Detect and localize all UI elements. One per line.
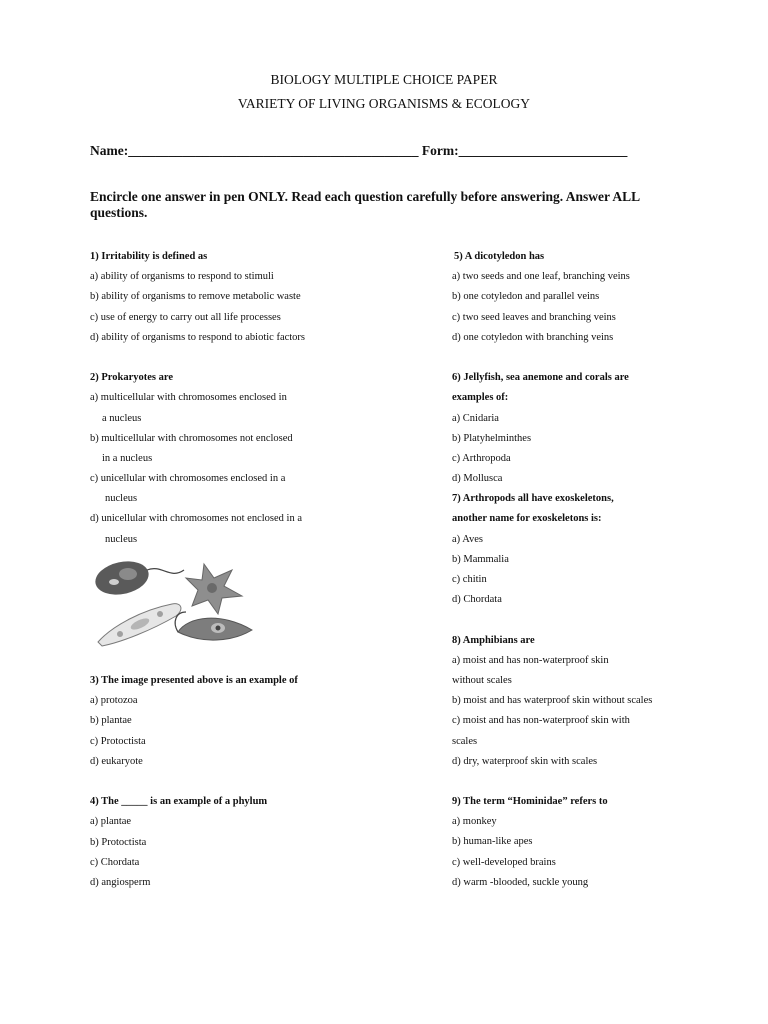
- protist-illustration: [92, 556, 262, 648]
- q7-option-a: a) Aves: [452, 533, 484, 545]
- q8-option-d: d) dry, waterproof skin with scales: [452, 755, 598, 767]
- q1-option-c: c) use of energy to carry out all life processes: [90, 311, 281, 323]
- q9-option-b: b) human-like apes: [452, 836, 533, 848]
- q1-option-b: b) ability of organisms to remove metabolic waste: [90, 291, 301, 303]
- name-form-row: [90, 143, 627, 159]
- q7-question-cont: another name for exoskeletons is:: [452, 513, 602, 525]
- q3-option-c: c) Protoctista: [90, 735, 146, 747]
- q4-option-c: c) Chordata: [90, 856, 140, 868]
- q3-question: 3) The image presented above is an example of: [90, 675, 298, 686]
- q9-question: 9) The term “Hominidae” refers to: [452, 796, 608, 808]
- q8-question: 8) Amphibians are: [452, 634, 535, 646]
- right-column: [452, 247, 652, 893]
- q9-option-d: d) warm -blooded, suckle young: [452, 876, 589, 888]
- left-column-top: [90, 247, 305, 550]
- q2-option-b: b) multicellular with chromosomes not enclosed: [90, 432, 293, 444]
- q2-option-d: d) unicellular with chromosomes not enclosed in a: [90, 513, 302, 525]
- q2-option-c-cont: nucleus: [105, 493, 138, 505]
- q6-option-c: c) Arthropoda: [452, 452, 511, 464]
- q8-option-a: a) moist and has non-waterproof skin: [452, 654, 609, 666]
- form-label: Form:: [421, 143, 459, 158]
- q6-question: 6) Jellyfish, sea anemone and corals are: [452, 372, 629, 384]
- q9-option-c: c) well-developed brains: [452, 856, 556, 868]
- q9-option-a: a) monkey: [452, 816, 497, 828]
- q2-option-b-cont: in a nucleus: [102, 452, 153, 464]
- left-column-bottom: [90, 671, 298, 893]
- q5-option-a: a) two seeds and one leaf, branching veins: [452, 271, 630, 283]
- q6-option-d: d) Mollusca: [452, 473, 503, 485]
- q5-question: 5) A dicotyledon has: [454, 251, 545, 262]
- q1-option-a: a) ability of organisms to respond to stimuli: [90, 271, 274, 283]
- q3-option-b: b) plantae: [90, 715, 132, 727]
- q8-option-b: b) moist and has waterproof skin without scales: [452, 695, 653, 707]
- q3-option-a: a) protozoa: [90, 695, 138, 707]
- q3-option-d: d) eukaryote: [90, 755, 143, 767]
- q6-option-a: a) Cnidaria: [452, 412, 499, 424]
- q6-question-cont: examples of:: [452, 392, 509, 404]
- instructions: Encircle one answer in pen ONLY. Read each question carefully before answering. Answer ALL questions.: [90, 189, 640, 220]
- q7-option-d: d) Chordata: [452, 594, 502, 606]
- name-label: Name:: [90, 143, 129, 158]
- protist-image: [92, 556, 262, 648]
- q4-question: 4) The _____ is an example of a phylum: [90, 796, 268, 808]
- q8-option-c-cont: scales: [452, 735, 478, 747]
- q2-option-a-cont: a nucleus: [102, 412, 142, 424]
- q2-option-a: a) multicellular with chromosomes enclosed in: [90, 392, 287, 404]
- q6-option-b: b) Platyhelminthes: [452, 432, 532, 444]
- q5-option-c: c) two seed leaves and branching veins: [452, 311, 616, 323]
- q2-option-c: c) unicellular with chromosomes enclosed in a: [90, 473, 286, 485]
- paper-title: BIOLOGY MULTIPLE CHOICE PAPER: [270, 72, 498, 87]
- q2-option-d-cont: nucleus: [105, 533, 138, 545]
- q1-option-d: d) ability of organisms to respond to abiotic factors: [90, 331, 306, 343]
- q4-option-a: a) plantae: [90, 816, 132, 828]
- q7-option-c: c) chitin: [452, 574, 487, 585]
- q7-option-b: b) Mammalia: [452, 553, 509, 565]
- q4-option-b: b) Protoctista: [90, 836, 147, 848]
- q8-option-a-cont: without scales: [452, 674, 512, 686]
- q8-option-c: c) moist and has non-waterproof skin with: [452, 715, 630, 727]
- q1-question: 1) Irritability is defined as: [90, 251, 208, 262]
- form-line: _________________________: [458, 143, 628, 158]
- paper-subtitle: VARIETY OF LIVING ORGANISMS & ECOLOGY: [237, 96, 531, 111]
- q5-option-d: d) one cotyledon with branching veins: [452, 331, 614, 343]
- q2-question: 2) Prokaryotes are: [90, 372, 174, 384]
- name-line: ___________________________________________: [128, 143, 419, 158]
- q4-option-d: d) angiosperm: [90, 876, 151, 888]
- q5-option-b: b) one cotyledon and parallel veins: [452, 291, 600, 303]
- q7-question: 7) Arthropods all have exoskeletons,: [452, 493, 614, 505]
